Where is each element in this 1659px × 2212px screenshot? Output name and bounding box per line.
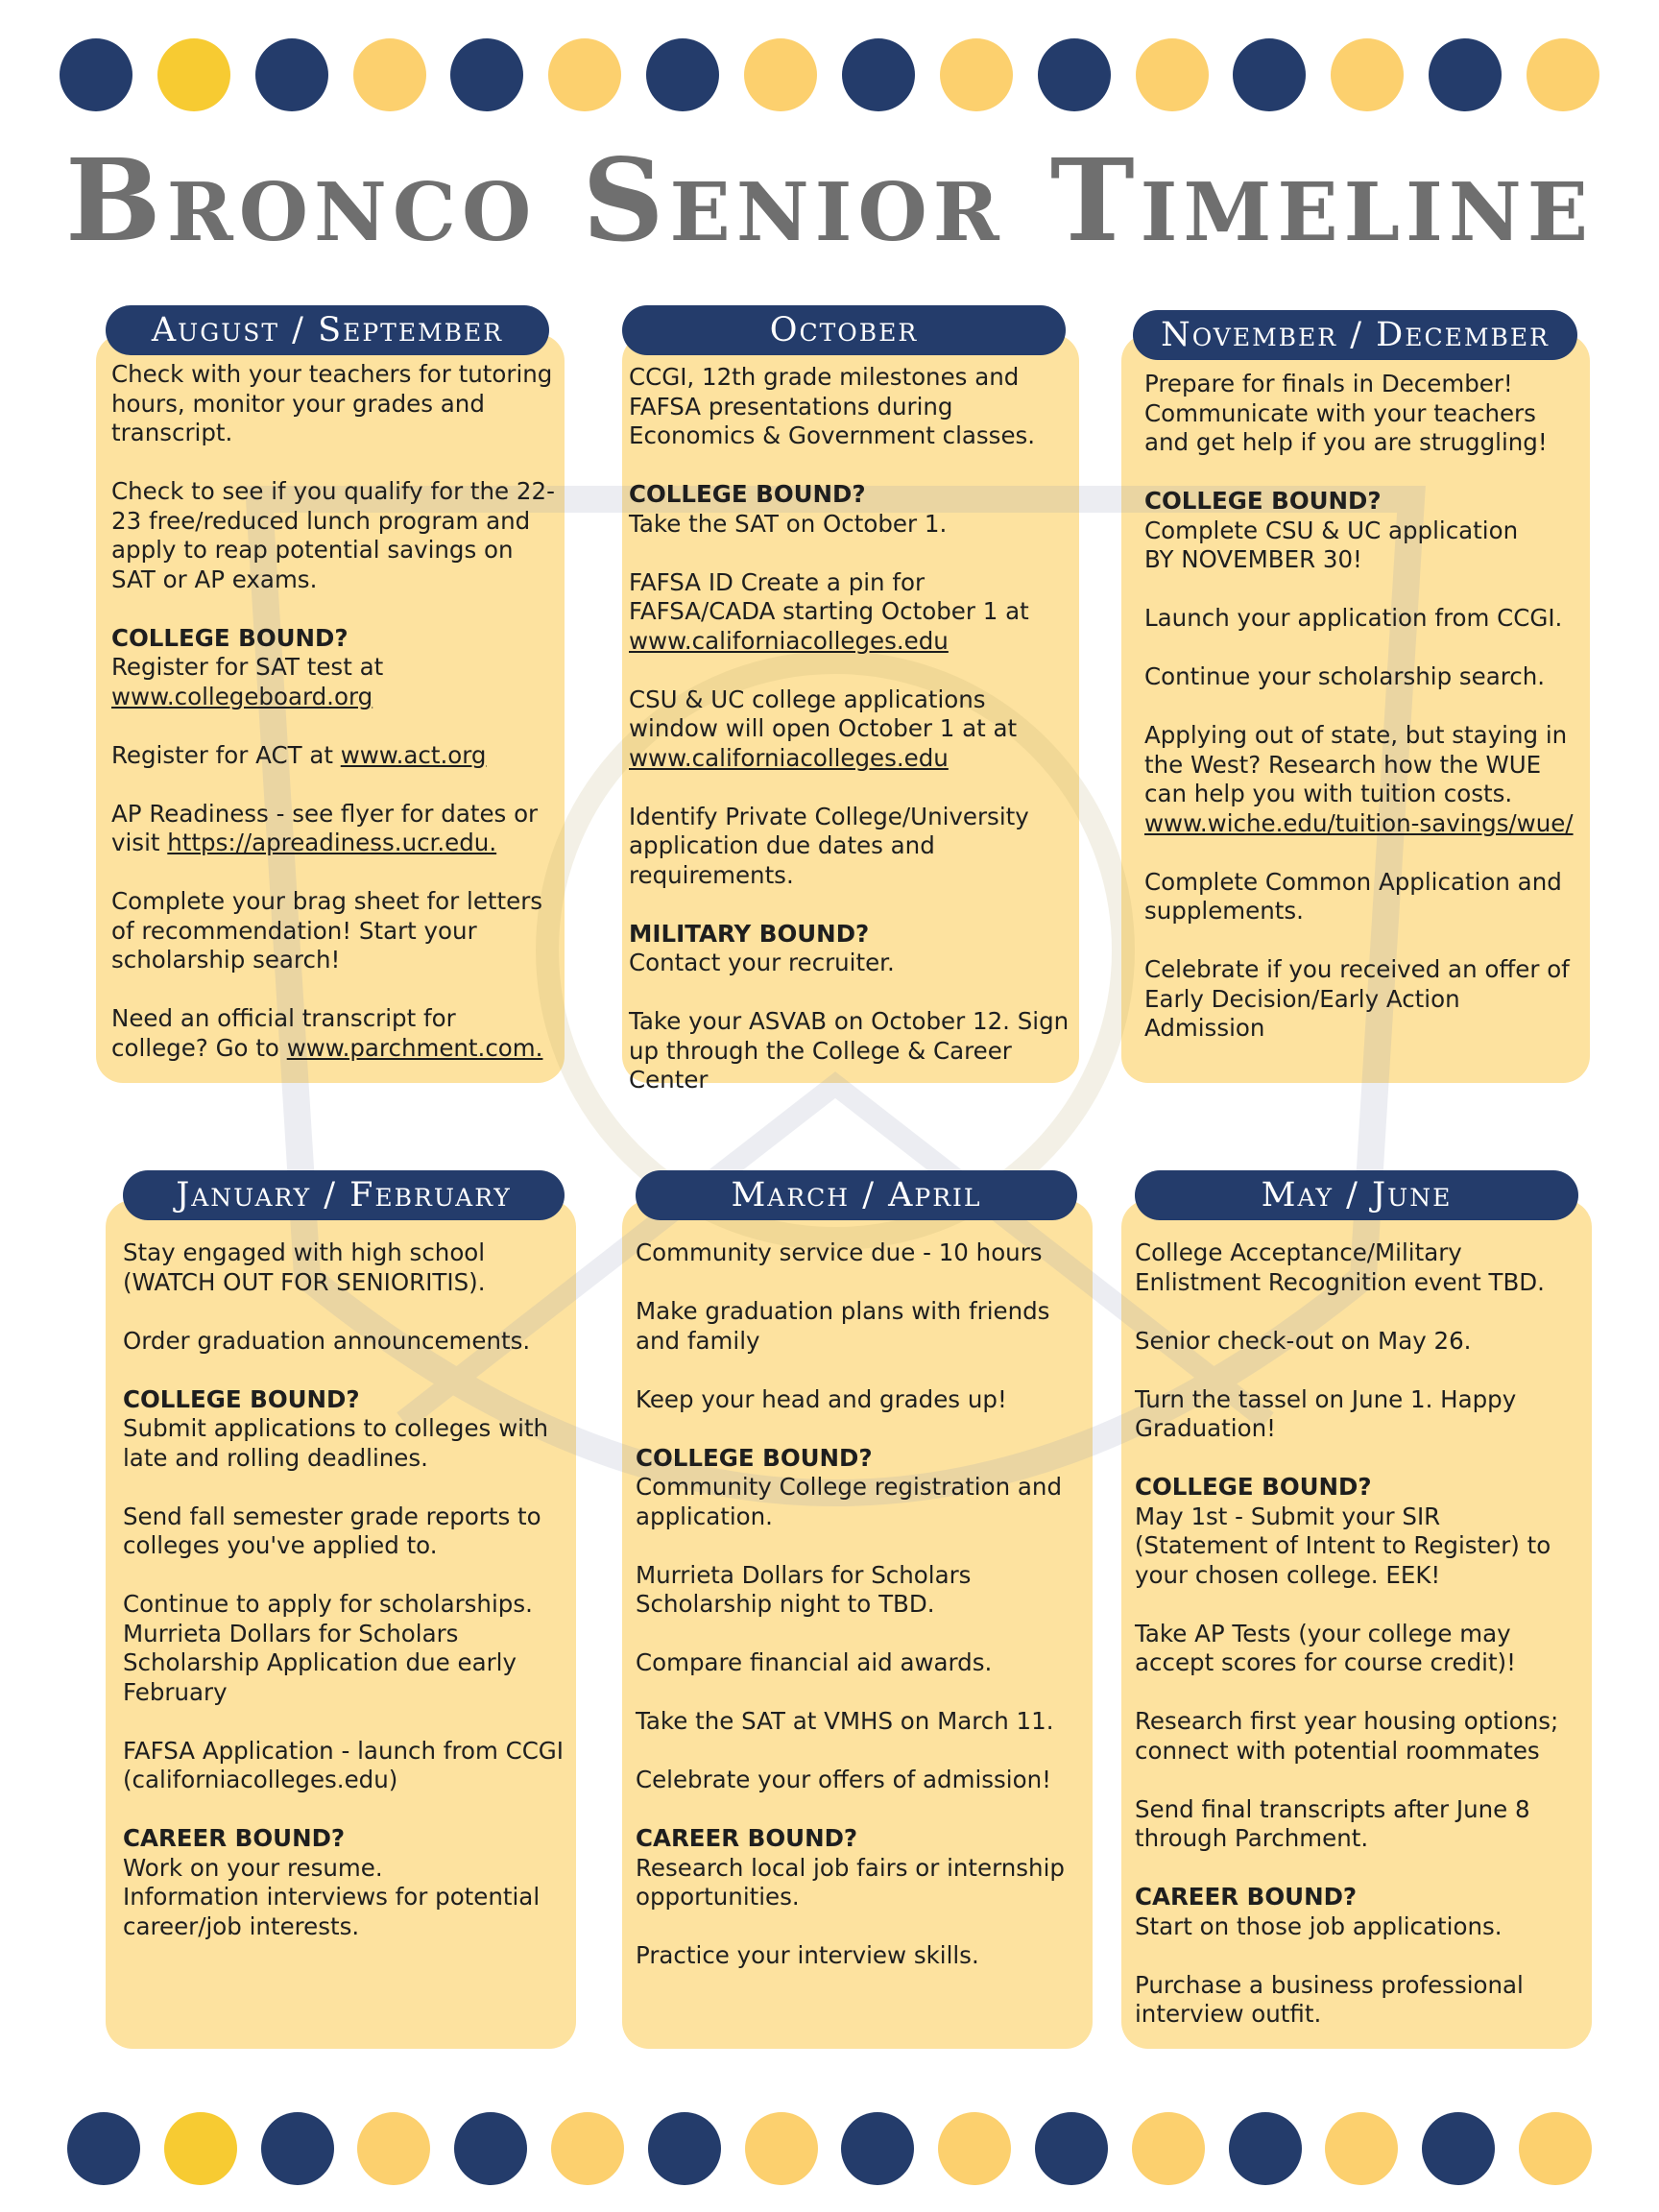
body-text: Complete your brag sheet for letters of recommendation! Start your scholarship search! [111, 887, 543, 974]
body-text: Take the SAT at VMHS on March 11. [636, 1707, 1054, 1735]
card-paragraph [123, 1824, 566, 1941]
card-paragraph [636, 1238, 1079, 1268]
body-text: CSU & UC college applications window will open October 1 at at [629, 685, 1018, 742]
decor-dot [353, 38, 426, 111]
body-text: Celebrate your offers of admission! [636, 1766, 1051, 1793]
card-paragraph [1135, 1795, 1578, 1854]
url-link[interactable]: https://apreadiness.ucr.edu. [167, 829, 497, 856]
card-paragraph [1144, 370, 1581, 458]
decor-dot [646, 38, 719, 111]
card-body-november-december [1144, 370, 1581, 1044]
body-text: Complete CSU & UC application [1144, 516, 1519, 544]
section-heading: COLLEGE BOUND? [123, 1384, 360, 1413]
card-paragraph [111, 477, 555, 594]
card-paragraph [123, 1385, 566, 1474]
card-paragraph [629, 363, 1072, 451]
decor-dot [1325, 2112, 1398, 2185]
card-paragraph [111, 1004, 555, 1063]
decor-dot [157, 38, 230, 111]
card-paragraph [636, 1385, 1079, 1415]
decor-dot [1331, 38, 1404, 111]
card-paragraph [123, 1238, 566, 1297]
card-paragraph [111, 624, 555, 712]
card-paragraph [1144, 604, 1581, 634]
body-text: Take your ASVAB on October 12. Sign up through the College & Career Center [629, 1007, 1070, 1094]
decor-dot [255, 38, 328, 111]
body-text: Check to see if you qualify for the 22-23 free/reduced lunch program and apply to reap potential savings on SAT or AP exams. [111, 477, 555, 593]
body-text: Research local job fairs or internship opportunities. [636, 1853, 1065, 1911]
body-text: Practice your interview skills. [636, 1941, 979, 1969]
body-text: May 1st - Submit your SIR (Statement of Intent to Register) to your chosen college. EEK! [1135, 1502, 1551, 1589]
section-heading: CAREER BOUND? [1135, 1883, 1358, 1911]
body-text: CCGI, 12th grade milestones and FAFSA presentations during Economics & Government classes. [629, 363, 1036, 449]
card-paragraph [636, 1561, 1079, 1620]
body-text: Information interviews for potential career/job interests. [123, 1883, 541, 1940]
body-text: Need an official transcript for college? Go to [111, 1004, 456, 1062]
body-text: Stay engaged with high school (WATCH OUT FOR SENIORITIS). [123, 1238, 486, 1296]
card-paragraph [123, 1590, 566, 1707]
section-heading: COLLEGE BOUND? [629, 480, 866, 508]
card-header-may-june: May / June [1135, 1170, 1578, 1220]
card-paragraph [1135, 1707, 1578, 1766]
decor-dot [841, 2112, 914, 2185]
body-text: BY NOVEMBER 30! [1144, 545, 1362, 573]
decor-dot [1429, 38, 1502, 111]
card-paragraph [1135, 1327, 1578, 1357]
decor-dot [450, 38, 523, 111]
card-paragraph [123, 1737, 566, 1795]
decor-dot [357, 2112, 430, 2185]
card-paragraph [1135, 1238, 1578, 1297]
url-link[interactable]: www.californiacolleges.edu [629, 743, 949, 772]
card-body-january-february [123, 1238, 566, 1941]
decor-dot [1422, 2112, 1495, 2185]
card-header-november-december: November / December [1133, 310, 1577, 360]
card-paragraph [1135, 1473, 1578, 1590]
decor-dot [1136, 38, 1209, 111]
card-header-march-april: March / April [636, 1170, 1077, 1220]
card-paragraph [636, 1824, 1079, 1912]
url-link[interactable]: www.parchment.com. [286, 1033, 543, 1062]
body-text: Contact your recruiter. [629, 949, 895, 976]
url-link[interactable]: www.wiche.edu/tuition-savings/wue/ [1144, 808, 1574, 837]
decor-dot [548, 38, 621, 111]
decor-dot [164, 2112, 237, 2185]
url-link[interactable]: www.californiacolleges.edu [629, 626, 949, 655]
card-paragraph [111, 887, 555, 975]
decor-dot [454, 2112, 527, 2185]
card-paragraph [1144, 487, 1581, 575]
bottom-dot-row [0, 2112, 1659, 2189]
decor-dot [60, 38, 132, 111]
card-paragraph [629, 803, 1072, 891]
body-text: Submit applications to colleges with late and rolling deadlines. [123, 1414, 549, 1472]
card-paragraph [1135, 1385, 1578, 1444]
card-paragraph [636, 1707, 1079, 1737]
body-text: Community College registration and application. [636, 1473, 1063, 1530]
body-text: Community service due - 10 hours [636, 1238, 1043, 1266]
card-paragraph [629, 920, 1072, 978]
body-text: Register for SAT test at [111, 653, 384, 681]
top-dot-row [0, 38, 1659, 115]
card-paragraph [629, 685, 1072, 774]
card-paragraph [111, 800, 555, 858]
card-paragraph [629, 568, 1072, 657]
decor-dot [1519, 2112, 1592, 2185]
card-paragraph [1144, 868, 1581, 926]
body-text: Work on your resume. [123, 1853, 383, 1882]
decor-dot [648, 2112, 721, 2185]
body-text: Take AP Tests (your college may accept scores for course credit)! [1135, 1619, 1516, 1676]
url-link[interactable]: www.collegeboard.org [111, 682, 373, 710]
body-text: Check with your teachers for tutoring hours, monitor your grades and transcript. [111, 360, 553, 446]
card-paragraph [636, 1648, 1079, 1678]
body-text: Celebrate if you received an offer of Early Decision/Early Action Admission [1144, 955, 1570, 1042]
card-body-march-april [636, 1238, 1079, 1971]
decor-dot [1527, 38, 1599, 111]
body-text: Launch your application from CCGI. [1144, 604, 1563, 632]
page-title: Bronco Senior Timeline [65, 133, 1594, 267]
decor-dot [940, 38, 1013, 111]
section-heading: COLLEGE BOUND? [636, 1443, 873, 1472]
card-paragraph [1144, 662, 1581, 692]
decor-dot [67, 2112, 140, 2185]
card-paragraph [636, 1444, 1079, 1532]
card-paragraph [123, 1327, 566, 1357]
body-text: FAFSA ID Create a pin for FAFSA/CADA starting October 1 at [629, 567, 1029, 625]
card-paragraph [1135, 1620, 1578, 1678]
decor-dot [745, 2112, 818, 2185]
url-link[interactable]: www.act.org [340, 740, 487, 769]
body-text: Purchase a business professional interview outfit. [1135, 1970, 1524, 2028]
decor-dot [842, 38, 915, 111]
decor-dot [938, 2112, 1011, 2185]
card-paragraph [629, 480, 1072, 539]
body-text: Send final transcripts after June 8 through Parchment. [1135, 1794, 1530, 1852]
card-paragraph [636, 1941, 1079, 1971]
body-text: Register for ACT at [111, 740, 341, 769]
card-header-august-september: August / September [106, 305, 549, 355]
decor-dot [1035, 2112, 1108, 2185]
body-text: Continue to apply for scholarships. Murrieta Dollars for Scholars Scholarship Application due early February [123, 1590, 533, 1706]
decor-dot [744, 38, 817, 111]
body-text: Identify Private College/University application due dates and requirements. [629, 802, 1029, 889]
card-header-january-february: January / February [123, 1170, 565, 1220]
card-body-october [629, 363, 1072, 1095]
body-text: Continue your scholarship search. [1144, 662, 1546, 690]
decor-dot [261, 2112, 334, 2185]
card-paragraph [111, 741, 555, 771]
body-text: College Acceptance/Military Enlistment Recognition event TBD. [1135, 1238, 1545, 1296]
body-text: Send fall semester grade reports to colleges you've applied to. [123, 1502, 541, 1559]
decor-dot [551, 2112, 624, 2185]
card-paragraph [629, 1007, 1072, 1095]
card-body-may-june [1135, 1238, 1578, 2030]
body-text: Research first year housing options; connect with potential roommates [1135, 1707, 1559, 1765]
section-heading: MILITARY BOUND? [629, 919, 870, 948]
card-paragraph [111, 360, 555, 448]
body-text: Order graduation announcements. [123, 1326, 531, 1355]
card-paragraph [1135, 1971, 1578, 2030]
card-paragraph [123, 1503, 566, 1561]
body-text: Senior check-out on May 26. [1135, 1326, 1472, 1355]
section-heading: CAREER BOUND? [636, 1824, 858, 1852]
card-paragraph [1144, 955, 1581, 1044]
body-text: Turn the tassel on June 1. Happy Graduation! [1135, 1384, 1517, 1442]
section-heading: COLLEGE BOUND? [1135, 1473, 1372, 1501]
card-paragraph [1135, 1883, 1578, 1941]
decor-dot [1132, 2112, 1205, 2185]
body-text: Take the SAT on October 1. [629, 509, 948, 538]
body-text: Prepare for finals in December! Communicate with your teachers and get help if you are struggling! [1144, 370, 1548, 456]
card-paragraph [636, 1297, 1079, 1356]
decor-dot [1233, 38, 1306, 111]
body-text: Compare financial aid awards. [636, 1648, 993, 1676]
section-heading: COLLEGE BOUND? [111, 623, 349, 652]
card-header-october: October [622, 305, 1066, 355]
section-heading: COLLEGE BOUND? [1144, 487, 1382, 515]
card-body-august-september [111, 360, 555, 1063]
body-text: Murrieta Dollars for Scholars Scholarship night to TBD. [636, 1560, 972, 1618]
body-text: AP Readiness - see flyer for dates or visit [111, 799, 539, 856]
decor-dot [1038, 38, 1111, 111]
card-paragraph [1144, 721, 1581, 838]
body-text: Keep your head and grades up! [636, 1384, 1007, 1413]
card-paragraph [636, 1766, 1079, 1795]
decor-dot [1229, 2112, 1302, 2185]
body-text: Make graduation plans with friends and family [636, 1297, 1050, 1355]
body-text: Applying out of state, but staying in the West? Research how the WUE can help you with tuition costs. [1144, 721, 1568, 807]
body-text: Complete Common Application and supplements. [1144, 867, 1562, 925]
section-heading: CAREER BOUND? [123, 1824, 346, 1852]
body-text: Start on those job applications. [1135, 1911, 1503, 1940]
body-text: FAFSA Application - launch from CCGI (californiacolleges.edu) [123, 1736, 565, 1793]
